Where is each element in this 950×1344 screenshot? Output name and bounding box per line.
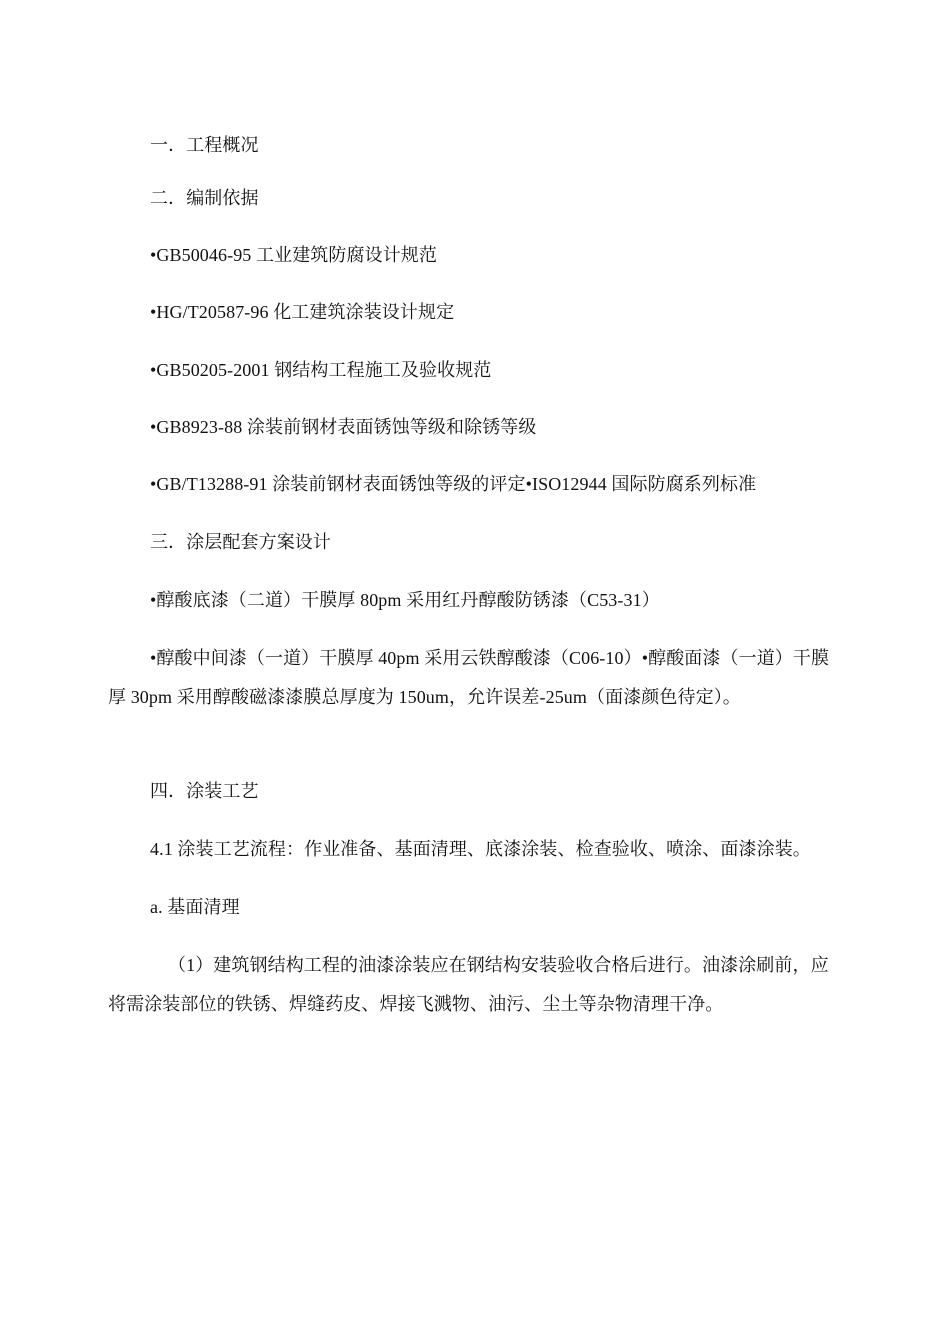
standard-item: •GB8923-88 涂装前钢材表面锈蚀等级和除锈等级 [150, 417, 537, 437]
section-heading-coating-scheme: 三．涂层配套方案设计 [150, 532, 331, 552]
surface-cleaning-paragraph: （1）建筑钢结构工程的油漆涂装应在钢结构安装验收合格后进行。油漆涂刷前，应将需涂装部位的铁锈、焊缝药皮、焊接飞溅物、油污、尘土等杂物清理干净。 [108, 955, 829, 1014]
section-heading-overview: 一．工程概况 [150, 135, 259, 155]
process-flow-item: 4.1 涂装工艺流程：作业准备、基面清理、底漆涂装、检查验收、喷涂、面漆涂装。 [150, 839, 811, 859]
standard-item: •GB50205-2001 钢结构工程施工及验收规范 [150, 360, 492, 380]
standard-item: •GB50046-95 工业建筑防腐设计规范 [150, 245, 437, 265]
section-heading-basis: 二．编制依据 [150, 188, 259, 208]
section-heading-process: 四．涂装工艺 [150, 781, 259, 801]
standard-item: •GB/T13288-91 涂装前钢材表面锈蚀等级的评定•ISO12944 国际防腐系列标准 [150, 474, 757, 494]
coating-intermediate-top-paragraph: •醇酸中间漆（一道）干膜厚 40pm 采用云铁醇酸漆（C06-10）•醇酸面漆（一道）干膜厚 30pm 采用醇酸磁漆漆膜总厚度为 150um，允许误差-25um（面漆颜色待定）。 [108, 648, 830, 707]
subsection-heading-surface-cleaning: a. 基面清理 [150, 897, 240, 917]
coating-primer-item: •醇酸底漆（二道）干膜厚 80pm 采用红丹醇酸防锈漆（C53-31） [150, 590, 660, 610]
standard-item: •HG/T20587-96 化工建筑涂装设计规定 [150, 302, 455, 322]
